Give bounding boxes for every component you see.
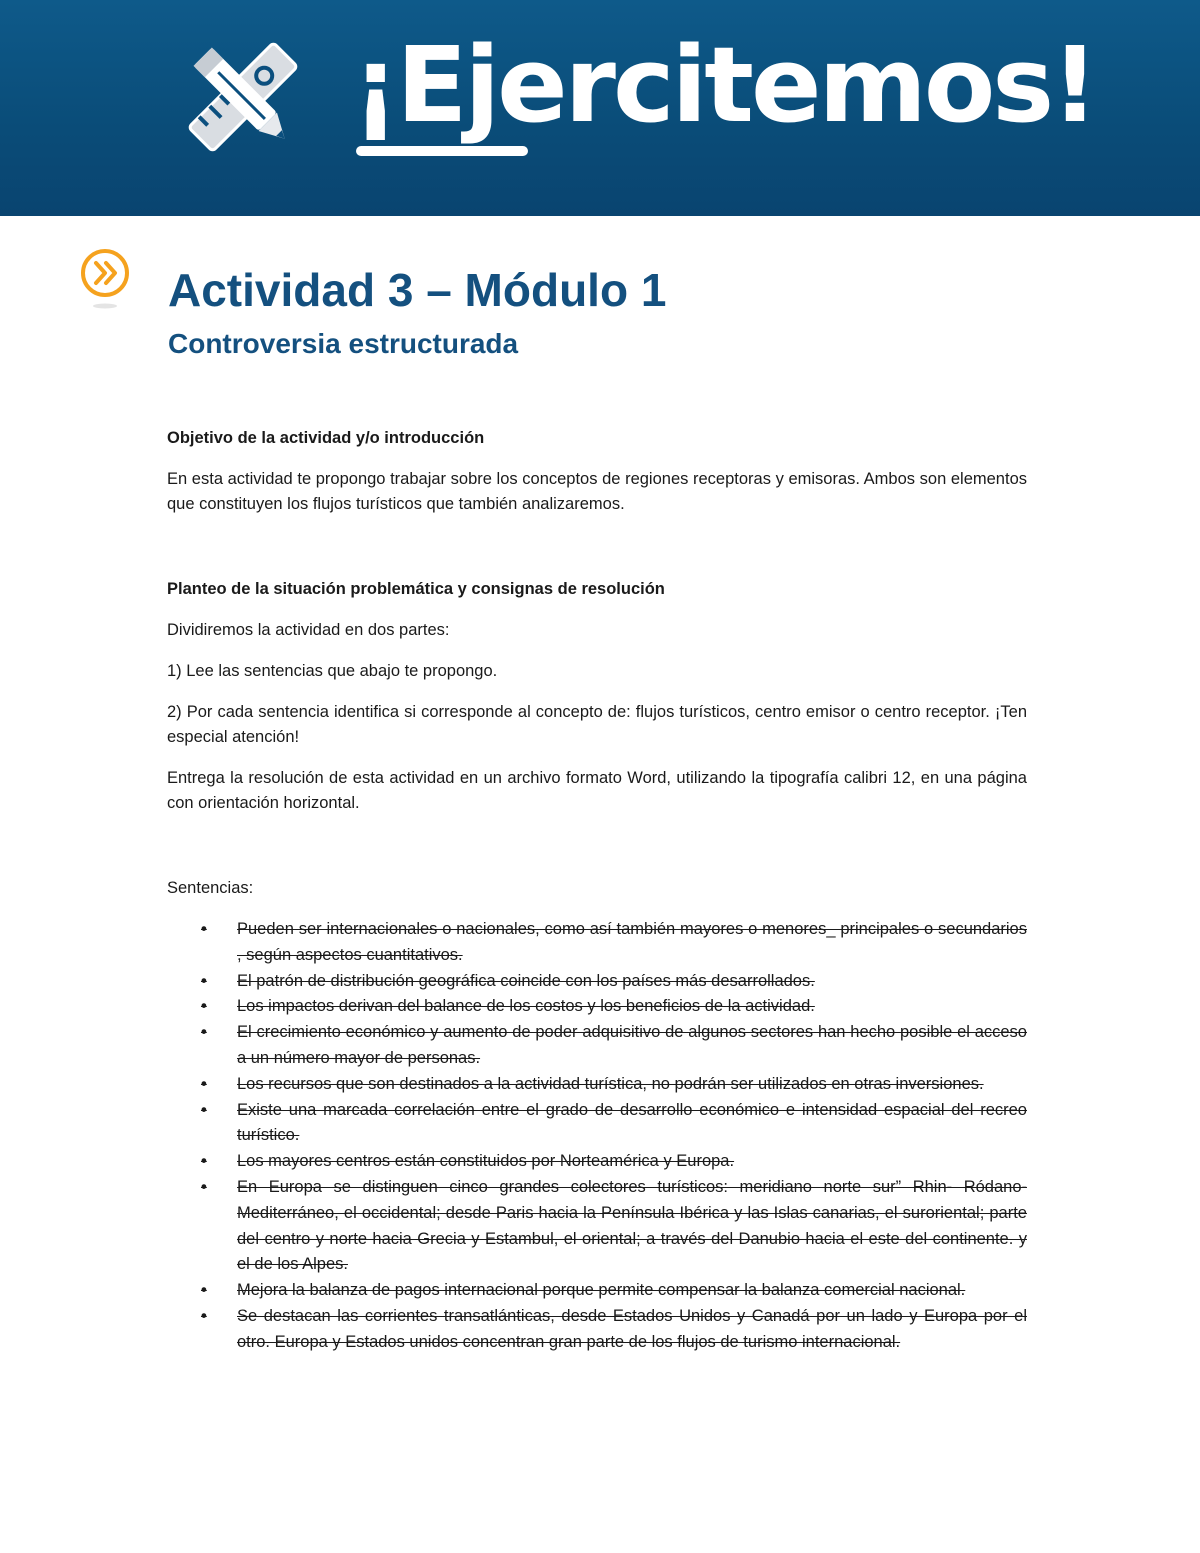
- list-item: • Los impactos derivan del balance de los costos y los beneficios de la actividad.: [201, 997, 815, 1016]
- list-item: • Existe una marcada correlación entre el grado de desarrollo económico e intensidad espacial del recreo turístico.: [201, 1100, 1027, 1145]
- objective-heading: Objetivo de la actividad y/o introducción: [167, 429, 485, 447]
- list-item: • Los recursos que son destinados a la actividad turística, no podrán ser utilizados en otras inversiones.: [201, 1074, 984, 1093]
- double-chevron-right-icon: [78, 246, 134, 312]
- sentences-list: [167, 917, 1027, 1356]
- pencil-ruler-icon: [178, 32, 308, 162]
- page-subtitle: Controversia estructurada: [168, 328, 519, 359]
- list-item: • Los mayores centros están constituidos por Norteamérica y Europa.: [201, 1152, 735, 1171]
- list-item: • Se destacan las corrientes transatlánticas, desde Estados Unidos y Canadá por un lado y Europa por el otro. Europa y Estados unidos concentran gran parte de los flujos de turismo internacional.: [201, 1306, 1027, 1351]
- page-title: Actividad 3 – Módulo 1: [168, 264, 667, 316]
- step-2: 2) Por cada sentencia identifica si corresponde al concepto de: flujos turísticos, centro emisor o centro receptor. ¡Ten especial atención!: [167, 703, 1027, 746]
- objective-text: En esta actividad te propongo trabajar sobre los conceptos de regiones receptoras y emisoras. Ambos son elementos que constituyen los flujos turísticos que también analizaremos.: [167, 470, 1027, 513]
- document-body: [167, 426, 1027, 1356]
- list-item: • En Europa se distinguen cinco grandes colectores turísticos: meridiano norte sur” Rhin- Ródano-Mediterráneo, el occidental; desde Paris hacia la Península Ibérica y las Islas canarias, el suroriental; parte del centro y norte hacia Grecia y Estambul, el oriental; a través del Danubio hacia el este del continente. y el de los Alpes.: [201, 1177, 1027, 1274]
- banner-underline: [356, 146, 528, 156]
- list-item: • El patrón de distribución geográfica coincide con los países más desarrollados.: [201, 971, 815, 990]
- problem-heading: Planteo de la situación problemática y consignas de resolución: [167, 580, 665, 598]
- step-1: 1) Lee las sentencias que abajo te propongo.: [167, 662, 498, 680]
- list-item: • Mejora la balanza de pagos internacional porque permite compensar la balanza comercial nacional.: [201, 1281, 966, 1300]
- delivery-text: Entrega la resolución de esta actividad en un archivo formato Word, utilizando la tipografía calibri 12, en una página con orientación horizontal.: [167, 769, 1027, 812]
- list-item: • Pueden ser internacionales o nacionales, como así también mayores o menores_ principales o secundarios , según aspectos cuantitativos.: [201, 920, 1027, 964]
- divide-text: Dividiremos la actividad en dos partes:: [167, 621, 450, 639]
- sentences-heading: Sentencias:: [167, 879, 254, 897]
- header-banner: [0, 0, 1200, 216]
- list-item: • El crecimiento económico y aumento de poder adquisitivo de algunos sectores han hecho posible el acceso a un número mayor de personas.: [201, 1023, 1027, 1067]
- banner-title: ¡Ejercitemos!: [352, 24, 1096, 146]
